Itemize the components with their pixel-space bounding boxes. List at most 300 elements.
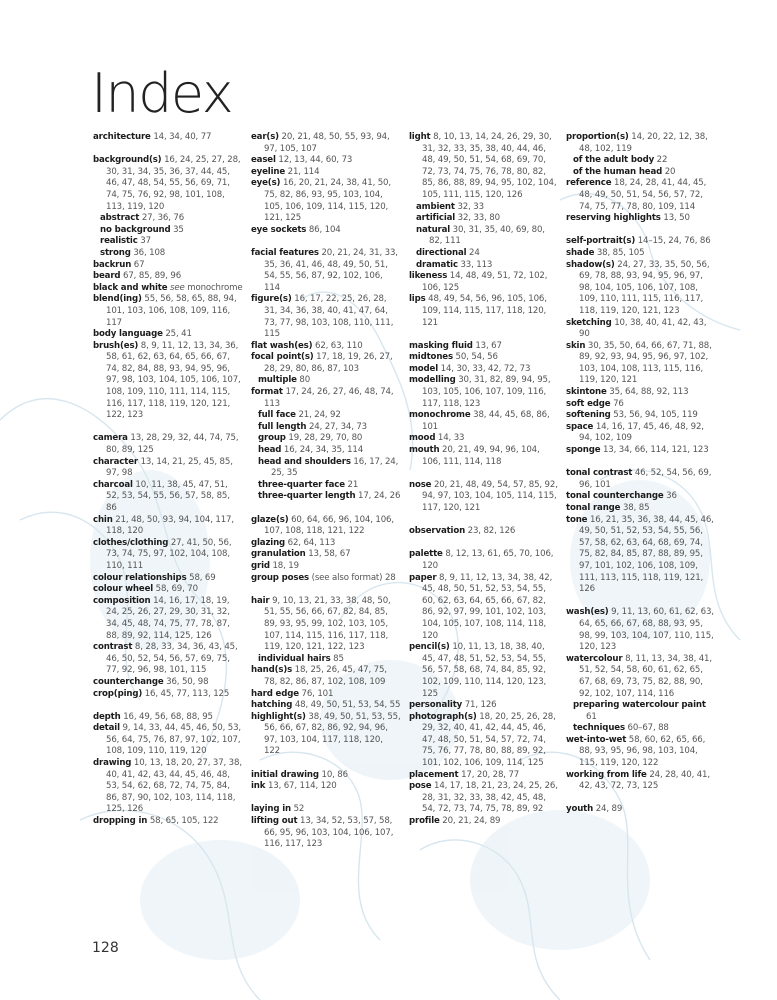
page-references: (see also format) 28 — [311, 572, 396, 583]
index-term: realistic — [100, 236, 138, 247]
page-references: 21, 114 — [287, 166, 320, 177]
index-term: three-quarter length — [258, 491, 356, 502]
index-entry — [566, 410, 716, 422]
page-references: 14, 33 — [437, 433, 465, 444]
index-term: contrast — [93, 642, 133, 653]
entry-gap — [566, 596, 716, 608]
index-entry — [409, 549, 559, 572]
page-references: 60–67, 88 — [627, 723, 669, 734]
page-references: 13, 34, 66, 114, 121, 123 — [602, 445, 709, 456]
index-subentry — [251, 654, 401, 666]
index-term: photograph(s) — [409, 711, 477, 722]
index-term: masking fluid — [409, 340, 473, 351]
index-entry — [251, 712, 401, 758]
page-references: 33, 113 — [460, 259, 493, 270]
index-term: observation — [409, 526, 466, 537]
page-number: 128 — [92, 940, 119, 956]
index-subentry — [566, 723, 716, 735]
index-term: dropping in — [93, 816, 148, 827]
page-references: 24 — [469, 247, 480, 258]
index-term: tonal counterchange — [566, 491, 664, 502]
index-term: monochrome — [409, 410, 471, 421]
page-references: 38, 49, 50, 51, 53, 55, 56, 66, 67, 82, 86, 92, 94, 96, 97, 103, 104, 117, 118, 120, 122 — [264, 711, 401, 757]
index-entry — [409, 433, 559, 445]
index-entry — [251, 549, 401, 561]
index-subentry — [93, 213, 243, 225]
index-term: sketching — [566, 317, 612, 328]
index-entry — [251, 178, 401, 224]
index-entry — [409, 375, 559, 410]
index-entry — [566, 132, 716, 155]
index-entry — [409, 132, 559, 202]
index-term: ambient — [416, 201, 455, 212]
index-entry — [566, 236, 716, 248]
index-term: three-quarter face — [258, 479, 345, 490]
index-column-4 — [566, 132, 716, 816]
page-references: 58, 60, 62, 65, 66, 88, 93, 95, 96, 98, 103, 104, 115, 119, 120, 122 — [579, 734, 706, 769]
index-entry — [251, 596, 401, 654]
index-entry — [251, 538, 401, 550]
index-term: body language — [93, 329, 163, 340]
page-references: 30, 31, 35, 40, 69, 80, 82, 111 — [429, 224, 545, 247]
page-references: 30, 35, 50, 64, 66, 67, 71, 88, 89, 92, 93, 94, 95, 96, 97, 102, 103, 104, 108, 113, 115, 116, 119, 120, 121 — [579, 340, 712, 386]
index-entry — [93, 596, 243, 642]
index-entry — [93, 457, 243, 480]
index-term: no background — [100, 224, 171, 235]
entry-gap — [251, 236, 401, 248]
page-references: 20 — [664, 166, 676, 177]
index-entry — [409, 364, 559, 376]
page-references: 36, 50, 98 — [166, 676, 209, 687]
index-term: multiple — [258, 375, 297, 386]
index-entry — [251, 561, 401, 573]
index-entry — [93, 538, 243, 573]
index-entry — [566, 491, 716, 503]
page-references: 17, 18, 19, 26, 27, 28, 29, 80, 86, 87, 103 — [264, 352, 393, 374]
page-title: Index — [91, 62, 233, 125]
index-subentry — [566, 155, 716, 167]
page-references: 67 — [133, 259, 145, 270]
index-entry — [409, 642, 559, 700]
index-term: grid — [251, 560, 270, 571]
page-references: 13, 67 — [475, 340, 502, 351]
index-term: chin — [93, 514, 113, 525]
page-references: 27, 41, 50, 56, 73, 74, 75, 97, 102, 104, 108, 110, 111 — [106, 537, 232, 571]
page-references: 36 — [666, 491, 677, 502]
page-references: 14, 34, 40, 77 — [153, 132, 212, 142]
page-references: 38, 85, 105 — [596, 247, 645, 258]
page-references: 37 — [140, 236, 151, 247]
index-term: model — [409, 363, 439, 374]
index-term: abstract — [100, 213, 140, 224]
index-subentry — [409, 213, 559, 225]
index-term: dramatic — [416, 259, 458, 270]
index-entry — [566, 178, 716, 213]
page-references: 24, 28, 40, 41, 42, 43, 72, 73, 125 — [579, 769, 710, 792]
page-references: 14, 48, 49, 51, 72, 102, 106, 125 — [422, 271, 548, 293]
page-references: 27, 36, 76 — [141, 213, 185, 224]
page-references: 14–15, 24, 76, 86 — [637, 236, 711, 247]
index-term: tone — [566, 514, 588, 525]
page-references: 18, 20, 25, 26, 28, 29, 32, 40, 41, 42, 44, 45, 46, 47, 48, 50, 51, 54, 57, 72, 74, 75, 76, 77, 78, 80, 88, 89, 92, 101, 102, 106, 109, 114, 125 — [422, 711, 556, 769]
index-entry — [409, 816, 559, 828]
index-term: glazing — [251, 537, 286, 548]
index-term: full face — [258, 410, 296, 421]
index-subentry — [93, 248, 243, 260]
index-entry — [566, 318, 716, 341]
page-references: 35 — [173, 224, 184, 235]
index-term: softening — [566, 410, 611, 421]
page-references: 85 — [333, 653, 344, 664]
index-entry — [409, 700, 559, 712]
index-term: facial features — [251, 247, 319, 258]
index-term: modelling — [409, 375, 456, 386]
index-term: format — [251, 387, 283, 398]
entry-gap — [566, 793, 716, 805]
page-references: 76, 101 — [301, 688, 334, 699]
index-entry — [566, 654, 716, 700]
index-term: shade — [566, 247, 595, 258]
index-entry — [251, 781, 401, 793]
index-entry — [251, 248, 401, 294]
page-references: 10, 38, 40, 41, 42, 43, 90 — [579, 317, 707, 340]
page-references: 14, 16, 17, 45, 46, 48, 92, 94, 102, 109 — [579, 421, 704, 444]
index-subentry — [93, 225, 243, 237]
page-references: 9, 10, 13, 21, 33, 38, 48, 50, 51, 55, 56, 66, 67, 82, 84, 85, 89, 93, 95, 99, 102, 103, 105, 107, 114, 115, 116, 117, 118, 119, 120, 121, 122, 123 — [264, 595, 391, 653]
index-entry — [566, 503, 716, 515]
index-entry — [566, 607, 716, 653]
page-references: 8, 10, 13, 14, 24, 26, 29, 30, 31, 32, 33, 35, 38, 40, 44, 46, 48, 49, 50, 51, 54, 68, 69, 70, 72, 73, 74, 75, 76, 78, 80, 82, 85, 86, 88, 89, 94, 95, 102, 104, 105, 111, 115, 120, 126 — [422, 132, 557, 200]
page-references: 16, 24, 25, 27, 28, 30, 31, 34, 35, 36, 37, 44, 45, 46, 47, 48, 54, 55, 56, 69, 71, 74, 75, 76, 92, 98, 101, 108, 113, 119, 120 — [106, 155, 241, 212]
entry-gap — [566, 225, 716, 237]
index-term: group poses — [251, 572, 310, 583]
index-subentry — [251, 457, 401, 480]
index-term: shadow(s) — [566, 259, 615, 270]
index-term: group — [258, 433, 286, 444]
index-entry — [251, 665, 401, 688]
page-references: 13, 28, 29, 32, 44, 74, 75, 80, 89, 125 — [106, 433, 239, 456]
page-references: 9, 14, 33, 44, 45, 46, 50, 53, 56, 64, 75, 76, 87, 97, 102, 107, 108, 109, 110, 119, 120 — [106, 723, 241, 757]
index-term: artificial — [416, 213, 456, 224]
page-references: 52 — [293, 804, 305, 815]
index-subentry — [409, 248, 559, 260]
page-references: 55, 56, 58, 65, 88, 94, 101, 103, 106, 108, 109, 116, 117 — [106, 294, 237, 328]
page-references: 20, 21, 49, 94, 96, 104, 106, 111, 114, 118 — [422, 445, 540, 467]
index-term: detail — [93, 723, 120, 734]
page-references: 16, 24, 34, 35, 114 — [283, 445, 364, 456]
index-subentry — [409, 225, 559, 248]
entry-gap — [409, 515, 559, 527]
index-entry — [251, 816, 401, 851]
index-entry — [93, 294, 243, 329]
index-entry — [93, 433, 243, 456]
index-term: full length — [258, 421, 307, 432]
index-entry — [409, 480, 559, 515]
page-references: 36, 108 — [133, 247, 166, 258]
index-term: placement — [409, 769, 459, 780]
index-term: architecture — [93, 132, 151, 142]
index-term: figure(s) — [251, 294, 292, 305]
index-term: skin — [566, 340, 586, 351]
page-references: 20, 21, 24, 31, 33, 35, 36, 41, 46, 48, 49, 50, 51, 54, 55, 56, 87, 92, 102, 106, 114 — [264, 247, 398, 293]
page-references: 35, 64, 88, 92, 113 — [609, 387, 689, 398]
index-term: strong — [100, 247, 131, 258]
index-entry — [93, 283, 243, 295]
entry-gap — [93, 144, 243, 156]
index-term: mood — [409, 433, 436, 444]
page-references: 71, 126 — [464, 700, 497, 711]
index-term: directional — [416, 247, 467, 258]
index-subentry — [251, 480, 401, 492]
index-term: wet-into-wet — [566, 734, 627, 745]
index-term: profile — [409, 816, 440, 827]
entry-gap — [93, 422, 243, 434]
index-entry — [93, 712, 243, 724]
index-entry — [409, 712, 559, 770]
index-term: colour relationships — [93, 572, 187, 583]
index-term: working from life — [566, 769, 647, 780]
index-term: space — [566, 421, 594, 432]
index-term: charcoal — [93, 479, 133, 490]
page-references: 21, 48, 50, 93, 94, 104, 117, 118, 120 — [106, 514, 234, 537]
page-references: 18, 25, 26, 45, 47, 75, 78, 82, 86, 87, 102, 108, 109 — [264, 665, 387, 687]
page-references: 21 — [347, 479, 359, 490]
index-entry — [93, 758, 243, 816]
index-entry — [409, 526, 559, 538]
index-entry — [251, 770, 401, 782]
page-references: 86, 104 — [308, 224, 341, 235]
index-term: highlight(s) — [251, 711, 306, 722]
index-term: proportion(s) — [566, 132, 629, 142]
index-term: wash(es) — [566, 607, 609, 618]
index-entry — [93, 260, 243, 272]
index-term: light — [409, 132, 431, 142]
page-references: 17, 24, 26 — [358, 491, 401, 502]
page-references: 76 — [613, 398, 624, 409]
index-term: eye sockets — [251, 224, 307, 235]
page-references: 25, 41 — [165, 329, 192, 340]
index-subentry — [251, 433, 401, 445]
index-term: hair — [251, 595, 270, 606]
index-term: lips — [409, 294, 426, 305]
index-term: background(s) — [93, 155, 162, 166]
index-term: easel — [251, 155, 276, 166]
index-term: ink — [251, 781, 266, 792]
index-term: of the human head — [573, 166, 663, 177]
page-references: 10, 13, 18, 20, 27, 37, 38, 40, 41, 42, 43, 44, 45, 46, 48, 53, 54, 62, 68, 72, 74, 75, 84, 86, 87, 90, 102, 103, 114, 118, 125, 126 — [106, 758, 242, 815]
index-term: pencil(s) — [409, 642, 450, 653]
index-entry — [93, 677, 243, 689]
index-entry — [566, 260, 716, 318]
page-references: 16, 21, 35, 36, 38, 44, 45, 46, 49, 50, 51, 52, 53, 54, 55, 56, 57, 58, 62, 63, 64, 68, 69, 74, 75, 82, 84, 85, 87, 88, 89, 95, 97, 101, 102, 106, 108, 109, 111, 113, 115, 118, 119, 121, 126 — [579, 514, 714, 595]
page-references: 8, 9, 11, 12, 13, 34, 38, 42, 45, 48, 50, 51, 52, 53, 54, 55, 60, 62, 63, 64, 65, 66, 67, 82, 86, 92, 97, 99, 101, 102, 103, 104, 105, 107, 108, 114, 118, 120 — [422, 572, 553, 641]
page-references: 58, 69, 70 — [155, 584, 198, 595]
index-column-2 — [251, 132, 401, 851]
entry-gap — [251, 758, 401, 770]
index-entry — [93, 816, 243, 828]
index-entry — [93, 642, 243, 677]
page-references: 9, 11, 13, 60, 61, 62, 63, 64, 65, 66, 67, 68, 88, 93, 95, 98, 99, 103, 104, 107, 110, 115, 120, 123 — [579, 607, 714, 653]
index-entry — [409, 341, 559, 353]
index-term: tonal contrast — [566, 468, 633, 479]
index-term: watercolour — [566, 653, 623, 664]
page-references: 8, 28, 33, 34, 36, 43, 45, 46, 50, 52, 54, 56, 57, 69, 75, 77, 92, 96, 98, 101, 115 — [106, 642, 238, 676]
index-entry — [566, 804, 716, 816]
index-term: lifting out — [251, 816, 298, 827]
page-references: 32, 33 — [457, 201, 484, 212]
index-entry — [93, 689, 243, 701]
index-entry — [251, 804, 401, 816]
page-references: 21, 24, 92 — [298, 410, 341, 421]
index-term: reference — [566, 178, 612, 189]
index-entry — [566, 422, 716, 445]
index-term: ear(s) — [251, 132, 279, 142]
index-entry — [93, 480, 243, 515]
index-term: composition — [93, 595, 151, 606]
index-entry — [566, 468, 716, 491]
index-entry — [93, 341, 243, 422]
page-references: 10, 86 — [321, 769, 348, 780]
page-references: monochrome — [187, 282, 243, 293]
index-term: self-portrait(s) — [566, 236, 636, 247]
page-references: 80 — [299, 375, 311, 386]
page-references: 61 — [586, 711, 597, 722]
index-entry — [251, 352, 401, 375]
page-references: 8, 12, 13, 61, 65, 70, 106, 120 — [422, 549, 554, 571]
index-subentry — [409, 202, 559, 214]
index-entry — [566, 515, 716, 596]
index-term: focal point(s) — [251, 352, 314, 363]
index-term: pose — [409, 781, 432, 792]
index-subentry — [251, 491, 401, 503]
page-references: 10, 11, 13, 18, 38, 40, 45, 47, 48, 51, 52, 53, 54, 55, 56, 57, 58, 68, 74, 84, 85, 92, 102, 109, 110, 114, 120, 123, 125 — [422, 642, 547, 699]
entry-gap — [93, 700, 243, 712]
entry-gap — [409, 329, 559, 341]
index-entry — [566, 341, 716, 387]
index-term: eye(s) — [251, 178, 281, 189]
index-subentry — [93, 236, 243, 248]
index-term: glaze(s) — [251, 514, 289, 525]
index-entry — [93, 515, 243, 538]
index-entry — [251, 387, 401, 410]
page-references: 14, 20, 22, 12, 38, 48, 102, 119 — [579, 132, 708, 154]
entry-gap — [409, 468, 559, 480]
index-subentry — [566, 167, 716, 179]
page-references: 14, 17, 18, 21, 23, 24, 25, 26, 28, 31, 32, 33, 38, 42, 45, 48, 54, 72, 73, 74, 75, 78, 89, 92 — [422, 781, 558, 815]
page-references: 14, 16, 17, 18, 19, 24, 25, 26, 27, 29, 30, 31, 32, 34, 45, 48, 74, 75, 77, 78, 87, 88, 89, 92, 114, 125, 126 — [106, 595, 230, 641]
page-references: 48, 49, 50, 51, 53, 54, 55 — [294, 700, 401, 711]
page-references: 18, 24, 28, 41, 44, 45, 48, 49, 50, 51, 54, 56, 57, 72, 74, 75, 77, 78, 80, 109, 114 — [579, 178, 707, 212]
page-references: 23, 82, 126 — [467, 526, 516, 537]
page-references: 13, 50 — [663, 213, 690, 224]
index-term: clothes/clothing — [93, 537, 169, 548]
index-entry — [251, 700, 401, 712]
index-term: camera — [93, 433, 128, 444]
index-term: beard — [93, 271, 121, 282]
page-references: 24, 89 — [595, 804, 623, 815]
index-term: blend(ing) — [93, 294, 142, 305]
index-term: counterchange — [93, 676, 164, 687]
page-references: 24, 27, 33, 35, 50, 56, 69, 78, 88, 93, 94, 95, 96, 97, 98, 104, 105, 106, 107, 108, 109, 110, 111, 115, 116, 117, 118, 119, 120, 121, 123 — [579, 259, 710, 316]
index-entry — [566, 248, 716, 260]
page-references: 22 — [656, 155, 668, 166]
index-entry — [566, 445, 716, 457]
index-term: youth — [566, 804, 594, 815]
index-entry — [409, 770, 559, 782]
index-entry — [251, 294, 401, 340]
index-entry — [409, 352, 559, 364]
index-term: palette — [409, 549, 443, 560]
index-subentry — [251, 410, 401, 422]
page-references: 67, 85, 89, 96 — [123, 271, 182, 282]
index-entry — [251, 167, 401, 179]
index-entry — [93, 329, 243, 341]
index-term: character — [93, 456, 138, 467]
index-entry — [93, 723, 243, 758]
index-subentry — [566, 700, 716, 723]
see-reference: see — [170, 282, 185, 293]
index-term: crop(ping) — [93, 688, 143, 699]
index-term: personality — [409, 700, 463, 711]
page-references: 48, 49, 54, 56, 96, 105, 106, 109, 114, 115, 117, 118, 120, 121 — [422, 294, 547, 328]
index-subentry — [409, 260, 559, 272]
index-entry — [566, 213, 716, 225]
page-references: 32, 33, 80 — [457, 213, 500, 224]
index-entry — [251, 225, 401, 237]
index-subentry — [251, 375, 401, 387]
page-references: 18, 19 — [272, 560, 299, 571]
index-entry — [93, 573, 243, 585]
page-references: 10, 11, 38, 45, 47, 51, 52, 53, 54, 55, 56, 57, 58, 85, 86 — [106, 479, 230, 513]
page-references: 38, 85 — [622, 503, 650, 513]
index-term: drawing — [93, 758, 132, 769]
page-references: 62, 63, 110 — [315, 340, 363, 351]
page-references: 13, 67, 114, 120 — [267, 781, 337, 792]
index-entry — [566, 735, 716, 770]
index-term: granulation — [251, 549, 306, 560]
page-references: 53, 56, 94, 105, 119 — [613, 410, 698, 421]
index-term: reserving highlights — [566, 213, 661, 224]
index-term: black and white — [93, 282, 168, 293]
index-term: techniques — [573, 723, 625, 734]
index-term: paper — [409, 572, 437, 583]
index-term: colour wheel — [93, 584, 154, 595]
entry-gap — [251, 503, 401, 515]
index-entry — [409, 410, 559, 433]
index-term: hard edge — [251, 688, 299, 699]
page-references: 38, 44, 45, 68, 86, 101 — [422, 410, 550, 432]
index-term: eyeline — [251, 166, 286, 177]
index-term: flat wash(es) — [251, 340, 313, 351]
index-entry — [409, 294, 559, 329]
index-term: initial drawing — [251, 769, 319, 780]
entry-gap — [566, 457, 716, 469]
page-references: 13, 58, 67 — [308, 549, 351, 560]
page-references: 13, 14, 21, 25, 45, 85, 97, 98 — [106, 456, 233, 479]
page-references: 17, 24, 26, 27, 46, 48, 74, 113 — [264, 387, 394, 409]
page-references: 19, 28, 29, 70, 80 — [288, 433, 363, 444]
index-entry — [93, 132, 243, 144]
index-entry — [409, 781, 559, 816]
entry-gap — [409, 538, 559, 550]
index-term: head — [258, 445, 282, 456]
index-term: mouth — [409, 445, 440, 456]
index-term: hand(s)s — [251, 665, 293, 676]
index-entry — [566, 770, 716, 793]
page-references: 8, 11, 13, 34, 38, 41, 51, 52, 54, 58, 60, 61, 62, 65, 67, 68, 69, 73, 75, 82, 88, 90, 92, 102, 107, 114, 116 — [579, 653, 712, 699]
index-term: backrun — [93, 259, 132, 270]
index-entry — [566, 399, 716, 411]
